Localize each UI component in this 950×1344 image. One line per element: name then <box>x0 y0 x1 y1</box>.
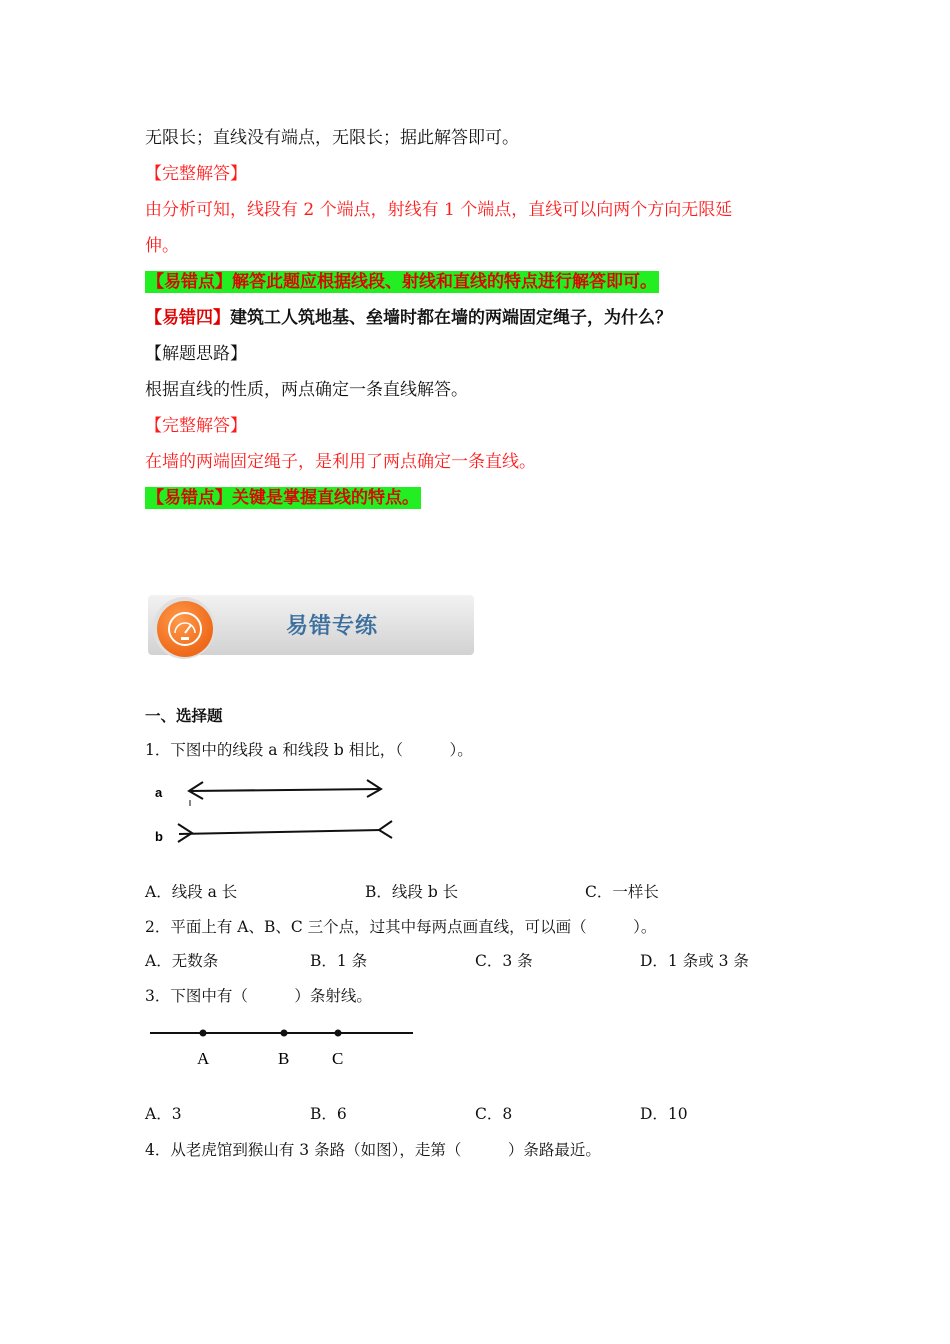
question-2: 2．平面上有 A、B、C 三个点，过其中每两点画直线，可以画（ ）。 <box>145 918 657 936</box>
q2-option-c[interactable]: C．3 条 <box>475 952 533 970</box>
q1-option-c[interactable]: C．一样长 <box>585 883 659 901</box>
q3-option-c[interactable]: C．8 <box>475 1105 513 1123</box>
easy-error-point-highlight: 【易错点】解答此题应根据线段、射线和直线的特点进行解答即可。 <box>147 272 657 292</box>
section-title: 一、选择题 <box>145 707 223 725</box>
thinking-label: 【解题思路】 <box>145 344 247 364</box>
point-a <box>200 1030 207 1037</box>
tail-right <box>379 821 392 838</box>
full-answer-label: 【完整解答】 <box>145 416 247 436</box>
point-c <box>335 1030 342 1037</box>
answer-text: 在墙的两端固定绳子，是利用了两点确定一条直线。 <box>145 452 536 472</box>
segment-a <box>189 789 381 791</box>
point-b <box>281 1030 288 1037</box>
error4-label: 【易错四】 <box>145 308 230 328</box>
points-on-line-figure <box>145 1020 420 1070</box>
full-answer-label: 【完整解答】 <box>145 164 247 184</box>
q2-option-d[interactable]: D．1 条或 3 条 <box>640 952 749 970</box>
q3-option-b[interactable]: B．6 <box>310 1105 347 1123</box>
q1-option-b[interactable]: B．线段 b 长 <box>365 883 459 901</box>
point-c-label: C <box>332 1049 344 1068</box>
line-segments-figure <box>145 770 405 850</box>
answer-text: 由分析可知，线段有 2 个端点，射线有 1 个端点，直线可以向两个方向无限延 <box>145 200 733 220</box>
segment-b <box>179 830 381 834</box>
q2-option-b[interactable]: B．1 条 <box>310 952 368 970</box>
easy-error-point-row <box>145 270 659 294</box>
answer-text-continued: 伸。 <box>145 236 179 256</box>
thinking-text: 根据直线的性质，两点确定一条直线解答。 <box>145 380 468 400</box>
banner-title: 易错专练 <box>286 614 379 639</box>
label-a: a <box>155 785 163 800</box>
paragraph-text: 无限长；直线没有端点，无限长；据此解答即可。 <box>145 128 519 148</box>
easy-error-point-highlight: 【易错点】关键是掌握直线的特点。 <box>147 488 419 508</box>
easy-error-point-row <box>145 486 421 510</box>
question-4: 4．从老虎馆到猴山有 3 条路（如图），走第（ ）条路最近。 <box>145 1141 601 1159</box>
label-b: b <box>155 829 163 844</box>
point-a-label: A <box>197 1049 210 1068</box>
gauge-icon <box>157 601 213 657</box>
error4-row <box>145 306 672 330</box>
q3-option-d[interactable]: D．10 <box>640 1105 688 1123</box>
q2-option-a[interactable]: A．无数条 <box>145 952 219 970</box>
q3-option-a[interactable]: A．3 <box>145 1105 182 1123</box>
point-b-label: B <box>278 1049 290 1068</box>
question-3: 3．下图中有（ ）条射线。 <box>145 987 372 1005</box>
question-1: 1．下图中的线段 a 和线段 b 相比，（ ）。 <box>145 741 473 759</box>
error4-question: 建筑工人筑地基、垒墙时都在墙的两端固定绳子，为什么？ <box>230 308 672 328</box>
q1-option-a[interactable]: A．线段 a 长 <box>145 883 238 901</box>
